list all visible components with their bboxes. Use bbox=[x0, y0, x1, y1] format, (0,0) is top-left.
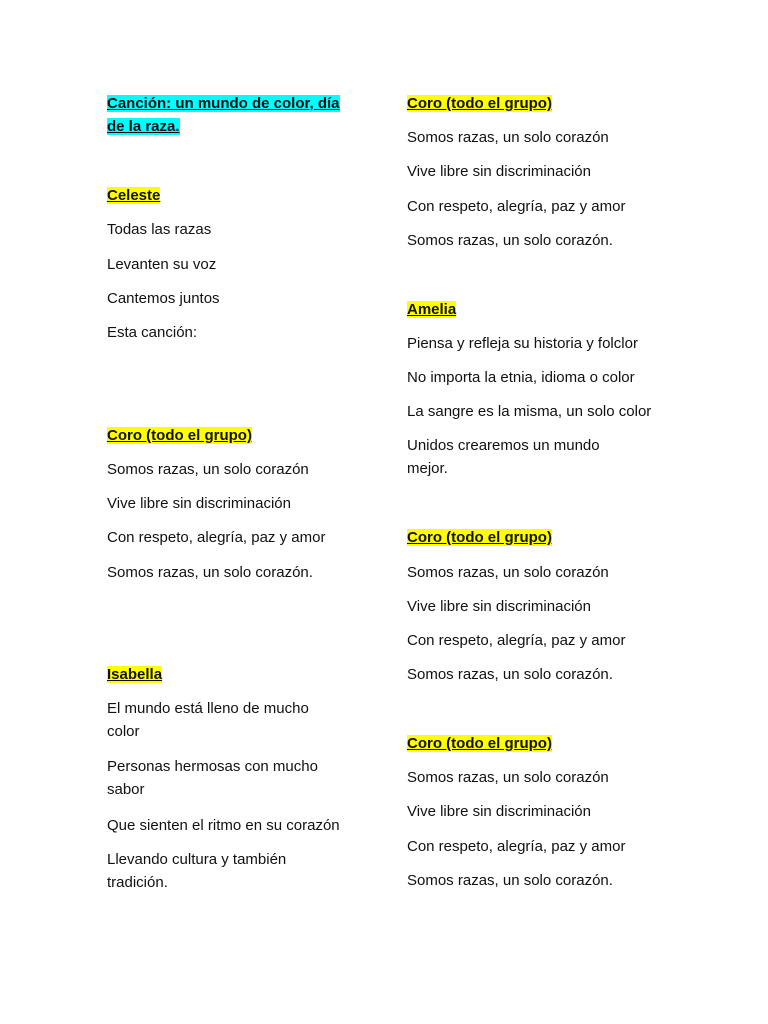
lyric-line-continued: sabor bbox=[107, 781, 145, 798]
lyric-line: El mundo está lleno de mucho bbox=[107, 700, 309, 717]
lyric-line: Personas hermosas con mucho bbox=[107, 758, 318, 775]
song-title-line-2: de la raza. bbox=[107, 118, 180, 135]
singer-name: Isabella bbox=[107, 666, 163, 683]
lyric-line-continued: mejor. bbox=[407, 460, 448, 477]
chorus-heading bbox=[407, 526, 552, 550]
lyric-line: Somos razas, un solo corazón bbox=[107, 461, 309, 478]
lyric-line: Cantemos juntos bbox=[107, 290, 220, 307]
lyric-line: Somos razas, un solo corazón. bbox=[407, 232, 613, 249]
song-title-line-1: Canción: un mundo de color, día bbox=[107, 95, 340, 112]
lyric-line: No importa la etnia, idioma o color bbox=[407, 369, 635, 386]
lyric-line: Llevando cultura y también bbox=[107, 851, 287, 868]
lyric-line: Piensa y refleja su historia y folclor bbox=[407, 335, 638, 352]
lyric-line: Unidos crearemos un mundo bbox=[407, 437, 600, 454]
chorus-heading-text: Coro (todo el grupo) bbox=[407, 735, 552, 752]
lyric-line: Esta canción: bbox=[107, 324, 198, 341]
lyric-line: Con respeto, alegría, paz y amor bbox=[407, 632, 626, 649]
chorus-heading-text: Coro (todo el grupo) bbox=[107, 427, 252, 444]
chorus-heading bbox=[107, 424, 252, 448]
chorus-heading-text: Coro (todo el grupo) bbox=[407, 529, 552, 546]
chorus-heading bbox=[407, 732, 552, 756]
singer-heading-celeste bbox=[107, 184, 160, 208]
lyric-line: Somos razas, un solo corazón bbox=[407, 769, 609, 786]
lyric-line: Levanten su voz bbox=[107, 256, 217, 273]
lyric-line: Somos razas, un solo corazón. bbox=[407, 872, 613, 889]
singer-heading-isabella bbox=[107, 663, 162, 687]
lyric-line: Somos razas, un solo corazón bbox=[407, 564, 609, 581]
lyric-line: Todas las razas bbox=[107, 221, 212, 238]
lyric-line: Vive libre sin discriminación bbox=[407, 598, 591, 615]
lyric-line: Con respeto, alegría, paz y amor bbox=[407, 838, 626, 855]
lyric-line: Somos razas, un solo corazón. bbox=[407, 666, 613, 683]
singer-name: Amelia bbox=[407, 301, 457, 318]
lyric-line-continued: color bbox=[107, 723, 140, 740]
lyric-line: Vive libre sin discriminación bbox=[407, 803, 591, 820]
lyric-line: Con respeto, alegría, paz y amor bbox=[407, 198, 626, 215]
singer-name: Celeste bbox=[107, 187, 161, 204]
lyric-line-continued: tradición. bbox=[107, 874, 168, 891]
lyric-line: Vive libre sin discriminación bbox=[107, 495, 291, 512]
song-title bbox=[107, 92, 340, 116]
chorus-heading bbox=[407, 92, 552, 116]
lyric-line: Vive libre sin discriminación bbox=[407, 163, 591, 180]
singer-heading-amelia bbox=[407, 298, 456, 322]
lyric-line: Somos razas, un solo corazón bbox=[407, 129, 609, 146]
lyric-line: Que sienten el ritmo en su corazón bbox=[107, 817, 340, 834]
chorus-heading-text: Coro (todo el grupo) bbox=[407, 95, 552, 112]
lyric-line: Somos razas, un solo corazón. bbox=[107, 564, 313, 581]
lyric-line: La sangre es la misma, un solo color bbox=[407, 403, 652, 420]
song-title-continued bbox=[107, 115, 180, 139]
lyric-line: Con respeto, alegría, paz y amor bbox=[107, 529, 326, 546]
